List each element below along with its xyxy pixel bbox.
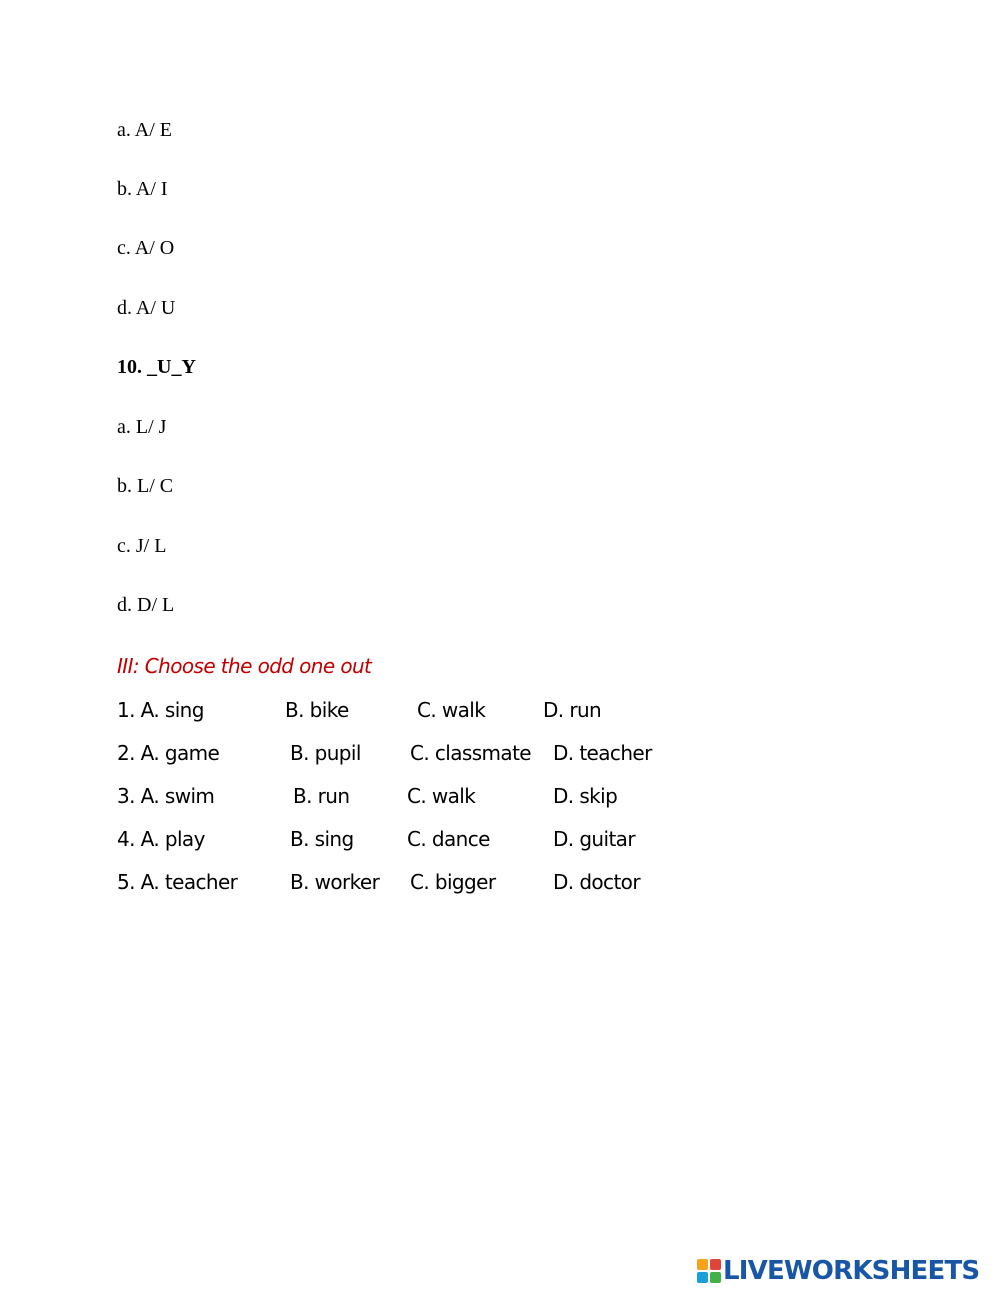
odd-one-out-row-3 bbox=[0, 783, 1000, 809]
row4-option-c: C. dance bbox=[407, 827, 490, 851]
row2-option-a: 2. A. game bbox=[117, 741, 220, 765]
row3-option-b: B. run bbox=[293, 784, 350, 808]
odd-one-out-row-2 bbox=[0, 740, 1000, 766]
liveworksheets-logo-text: LIVEWORKSHEETS bbox=[723, 1256, 980, 1286]
odd-one-out-row-4 bbox=[0, 826, 1000, 852]
row1-option-c: C. walk bbox=[417, 698, 486, 722]
q10-title: 10. _U_Y bbox=[117, 356, 196, 378]
q9-option-c: c. A/ O bbox=[117, 237, 175, 259]
row5-option-d: D. doctor bbox=[553, 870, 640, 894]
section-3-title: III: Choose the odd one out bbox=[117, 654, 372, 678]
row3-option-d: D. skip bbox=[553, 784, 618, 808]
row2-option-b: B. pupil bbox=[290, 741, 361, 765]
row4-option-b: B. sing bbox=[290, 827, 354, 851]
row5-option-a: 5. A. teacher bbox=[117, 870, 238, 894]
row1-option-a: 1. A. sing bbox=[117, 698, 204, 722]
q10-option-d: d. D/ L bbox=[117, 594, 175, 616]
q10-option-c: c. J/ L bbox=[117, 535, 167, 557]
odd-one-out-row-5 bbox=[0, 869, 1000, 895]
liveworksheets-logo-icon bbox=[697, 1259, 721, 1283]
q9-option-d: d. A/ U bbox=[117, 297, 176, 319]
row3-option-c: C. walk bbox=[407, 784, 476, 808]
row4-option-d: D. guitar bbox=[553, 827, 635, 851]
odd-one-out-row-1 bbox=[0, 697, 1000, 723]
q10-option-b: b. L/ C bbox=[117, 475, 174, 497]
liveworksheets-logo bbox=[697, 1256, 995, 1286]
row2-option-d: D. teacher bbox=[553, 741, 652, 765]
q9-option-a: a. A/ E bbox=[117, 119, 172, 141]
q9-option-b: b. A/ I bbox=[117, 178, 168, 200]
row5-option-b: B. worker bbox=[290, 870, 380, 894]
row5-option-c: C. bigger bbox=[410, 870, 496, 894]
row2-option-c: C. classmate bbox=[410, 741, 532, 765]
q10-option-a: a. L/ J bbox=[117, 416, 167, 438]
row3-option-a: 3. A. swim bbox=[117, 784, 215, 808]
row1-option-b: B. bike bbox=[285, 698, 349, 722]
row1-option-d: D. run bbox=[543, 698, 602, 722]
row4-option-a: 4. A. play bbox=[117, 827, 205, 851]
